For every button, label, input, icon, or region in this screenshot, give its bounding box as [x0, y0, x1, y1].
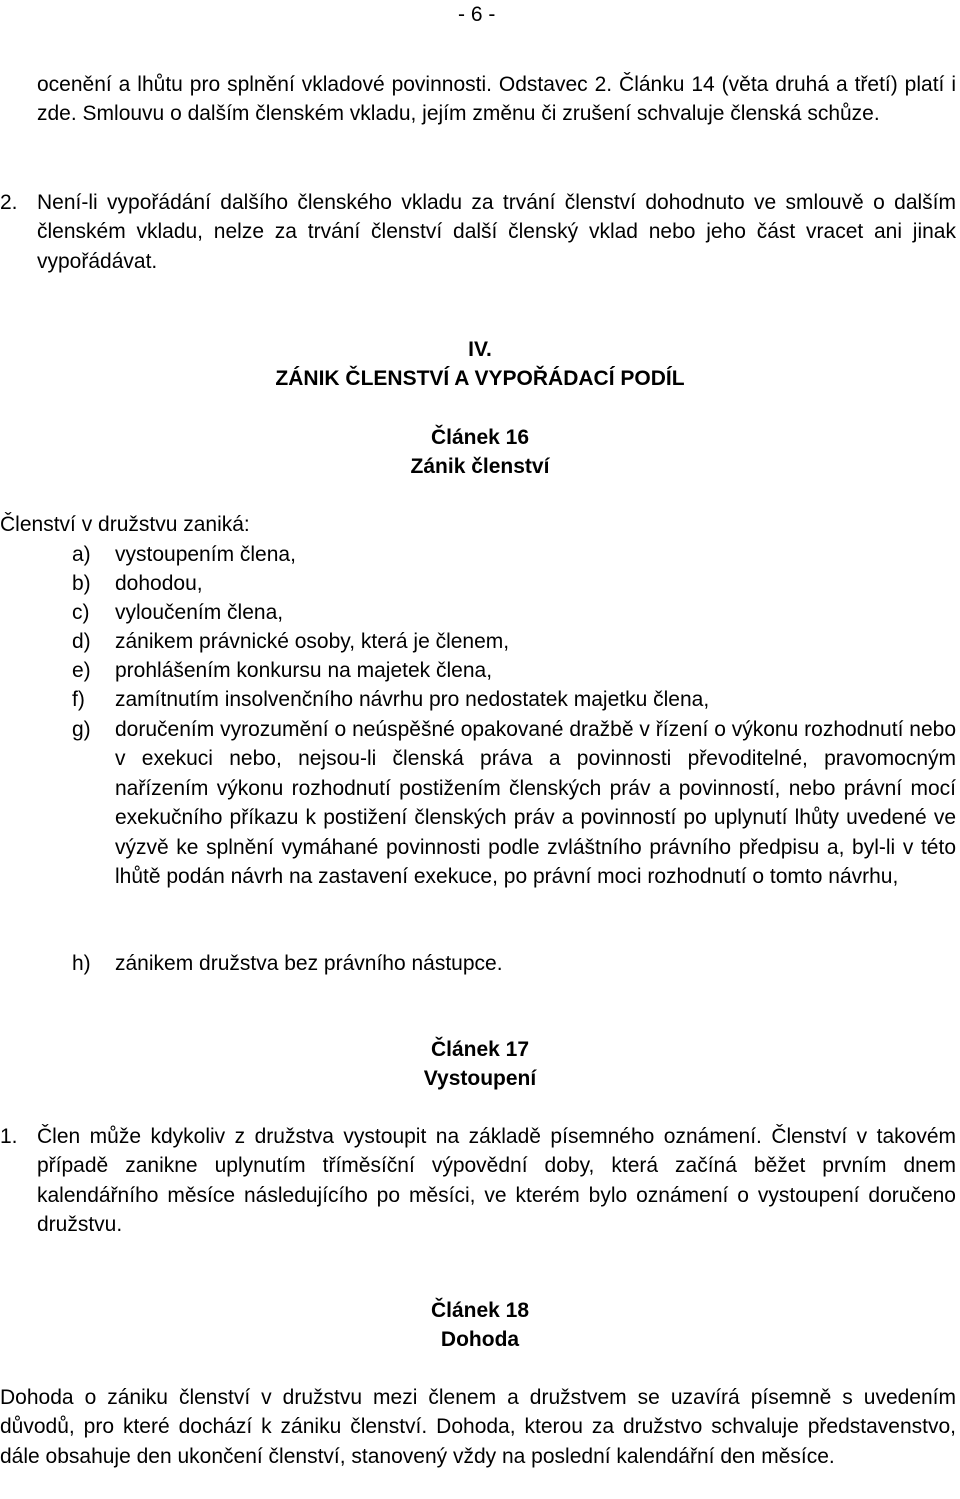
list-item-text: doručením vyrozumění o neúspěšné opakované dražbě v řízení o výkonu rozhodnutí nebo v exekuci nebo, nejsou-li členská práva a povinnosti převoditelné, pravomocným nařízením výkonu rozhodnutí postižením členských práv a povinností, nebo právní mocí exekučního příkazu k postižení členských práv a povinností po uplynutí lhůty uvedené ve výzvě ke splnění vymáhané povinnosti podle zvláštního právního předpisu a, byl-li v této lhůtě podán návrh na zastavení exekuce, po právní moci rozhodnutí o tomto návrhu, [115, 718, 956, 889]
article-18-paragraph: Dohoda o zániku členství v družstvu mezi členem a družstvem se uzavírá písemně s uvedením důvodů, pro které dochází k zániku členství. Dohoda, kterou za družstvo schvaluje představenstvo, dále obsahuje den ukončení členství, stanovený vždy na poslední kalendářní den měsíce. [0, 1386, 956, 1468]
list-item-label: c) [72, 601, 90, 624]
continuation-paragraph: ocenění a lhůtu pro splnění vkladové povinnosti. Odstavec 2. Článku 14 (věta druhá a třetí) platí i zde. Smlouvu o dalším členském vkladu, jejím změnu či zrušení schvaluje členská schůze. [37, 73, 956, 126]
part-numeral: IV. [468, 338, 492, 361]
list-item-text: zánikem družstva bez právního nástupce. [115, 952, 503, 975]
list-item-text: zánikem právnické osoby, která je členem, [115, 630, 510, 653]
list-item-text: prohlášením konkursu na majetek člena, [115, 659, 493, 682]
list-item-label: d) [72, 630, 91, 653]
article-16-intro: Členství v družstvu zaniká: [0, 513, 250, 536]
article-17-heading: Článek 17 [430, 1038, 530, 1061]
part-title: ZÁNIK ČLENSTVÍ A VYPOŘÁDACÍ PODÍL [275, 367, 685, 390]
list-item-text: vyloučením člena, [115, 601, 284, 624]
paragraph-text: Není-li vypořádání dalšího členského vkladu za trvání členství dohodnuto ve smlouvě o dalším členském vkladu, nelze za trvání členství další členský vklad nebo jeho část vracet ani jinak vypořádávat. [37, 191, 956, 273]
article-18-subheading: Dohoda [440, 1328, 520, 1351]
list-item-label: a) [72, 543, 91, 566]
list-item-text: zamítnutím insolvenčního návrhu pro nedostatek majetku člena, [115, 688, 710, 711]
article-18-heading: Článek 18 [430, 1299, 530, 1322]
list-item-label: b) [72, 572, 91, 595]
list-item-label: e) [72, 659, 91, 682]
list-item-label: f) [72, 688, 85, 711]
paragraph-number: 1. [0, 1125, 18, 1148]
article-16-heading: Článek 16 [430, 426, 530, 449]
paragraph-number: 2. [0, 191, 18, 214]
paragraph-text: Člen může kdykoliv z družstva vystoupit na základě písemného oznámení. Členství v takovém případě zanikne uplynutím tříměsíční výpovědní doby, která začíná běžet prvním dnem kalendářního měsíce následujícího po měsíci, ve kterém bylo oznámení o vystoupení doručeno družstvu. [37, 1125, 956, 1237]
page-number: - 6 - [458, 3, 496, 26]
list-item-label: h) [72, 952, 91, 975]
article-17-subheading: Vystoupení [423, 1067, 537, 1090]
list-item-label: g) [72, 718, 91, 741]
article-16-subheading: Zánik členství [410, 455, 550, 478]
list-item-text: vystoupením člena, [115, 543, 296, 566]
list-item-text: dohodou, [115, 572, 203, 595]
